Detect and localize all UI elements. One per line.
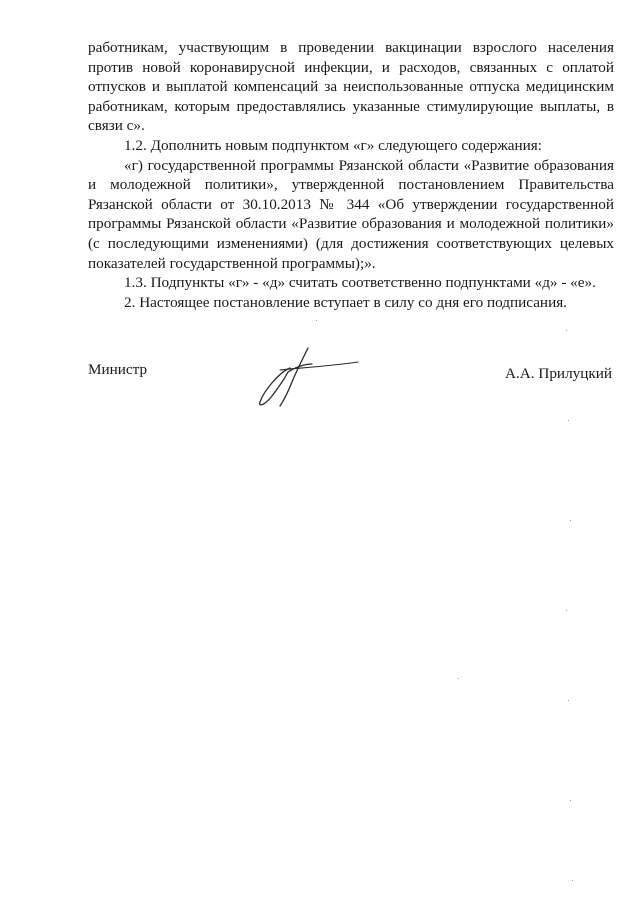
document-body bbox=[88, 38, 614, 312]
signatory-name: А.А. Прилуцкий bbox=[505, 365, 612, 382]
scan-speck bbox=[316, 320, 317, 321]
scan-speck bbox=[566, 330, 567, 331]
scan-speck bbox=[568, 420, 569, 421]
paragraph-subitem-g: «г) государственной программы Рязанской области «Развитие образования и молодежной политики», утвержденной постановлением Правительства Рязанской области от 30.10.2013 № 344 «Об утверждении государственной программы Рязанской области «Развитие образования и молодежной политики» (с последующими изменениями) (для достижения соответствующих целевых показателей государственной программы);». bbox=[88, 156, 614, 272]
paragraph-item-1-3: 1.3. Подпункты «г» - «д» считать соответственно подпунктами «д» - «е». bbox=[124, 274, 596, 292]
scan-speck bbox=[458, 678, 459, 679]
paragraph-item-2: 2. Настоящее постановление вступает в силу со дня его подписания. bbox=[124, 293, 567, 311]
scan-speck bbox=[572, 880, 573, 881]
scan-speck bbox=[568, 700, 569, 701]
paragraph-continuation: работникам, участвующим в проведении вакцинации взрослого населения против новой коронавирусной инфекции, и расходов, связанных с оплатой отпусков и выплатой компенсаций за неиспользованные отпуска медицинским работникам, которым предоставлялись указанные стимулирующие выплаты, в связи с». bbox=[88, 39, 614, 135]
signature-block bbox=[88, 360, 614, 430]
scan-speck bbox=[570, 520, 571, 521]
scan-speck bbox=[570, 800, 571, 801]
handwritten-signature bbox=[250, 346, 370, 410]
paragraph-item-1-2: 1.2. Дополнить новым подпунктом «г» следующего содержания: bbox=[124, 136, 543, 154]
scan-speck bbox=[566, 610, 567, 611]
signatory-position: Министр bbox=[88, 361, 148, 378]
